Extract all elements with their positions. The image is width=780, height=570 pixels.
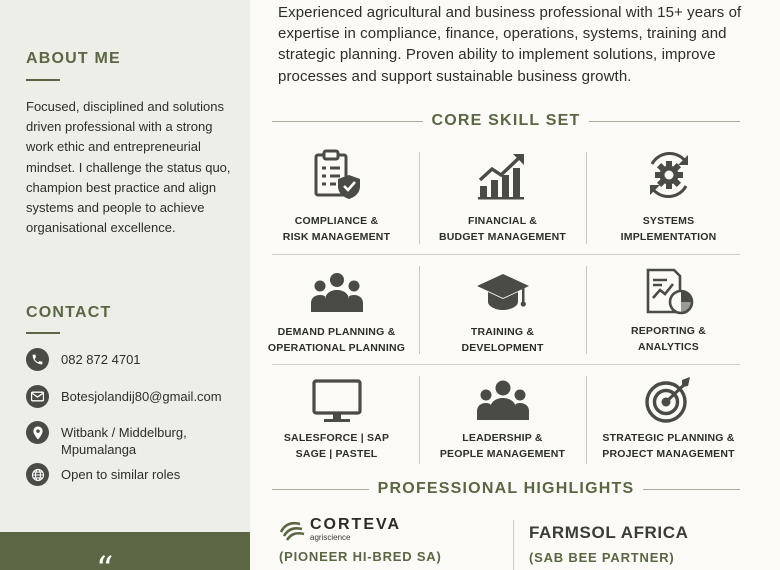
- contact-phone[interactable]: [26, 348, 141, 371]
- company-sub: (PIONEER HI-BRED SA): [279, 549, 442, 564]
- location-pin-icon: [26, 421, 49, 444]
- skill-label: DEMAND PLANNING &: [277, 326, 396, 338]
- contact-location: [26, 421, 187, 458]
- grid-divider: [272, 364, 740, 365]
- company-farmsol: [529, 523, 689, 565]
- email-address: Botesjolandij80@gmail.com: [61, 389, 222, 404]
- corteva-logo-icon: [279, 521, 305, 543]
- company-divider: [513, 520, 514, 570]
- graduation-cap-icon: [475, 270, 531, 314]
- sidebar: [0, 0, 250, 570]
- clipboard-shield-icon: [311, 148, 363, 202]
- skill-leadership: [420, 378, 585, 462]
- skill-training: [420, 270, 585, 356]
- gear-cycle-icon: [642, 148, 696, 202]
- core-skills-heading: [272, 112, 740, 130]
- company-sub: (SAB BEE PARTNER): [529, 550, 675, 565]
- skill-label: OPERATIONAL PLANNING: [267, 342, 406, 354]
- about-me-underline: [26, 79, 60, 81]
- contact-heading: CONTACT: [26, 304, 112, 321]
- contact-underline: [26, 332, 60, 334]
- skill-label: LEADERSHIP &: [462, 432, 543, 444]
- skill-label: REPORTING &: [630, 325, 707, 337]
- skill-strategic-planning: [586, 376, 751, 462]
- skill-compliance: [254, 148, 419, 245]
- skill-label: TRAINING &: [470, 326, 535, 338]
- skill-label: PROJECT MANAGEMENT: [602, 448, 735, 460]
- skill-label: SALESFORCE | SAP: [283, 432, 390, 444]
- phone-icon: [26, 348, 49, 371]
- skill-label: BUDGET MANAGEMENT: [438, 231, 567, 243]
- profile-summary: Experienced agricultural and business professional with 15+ years of expertise in compliance, finance, operations, systems, training and strategic planning. Proven ability to implement solutions, improve processes and support sustainable business growth.: [278, 4, 742, 85]
- group-icon: [310, 270, 364, 314]
- highlights-heading: [272, 480, 740, 498]
- availability-text: Open to similar roles: [61, 467, 181, 482]
- globe-icon: [26, 463, 49, 486]
- skill-label: IMPLEMENTATION: [620, 231, 717, 243]
- skill-label: STRATEGIC PLANNING &: [602, 432, 735, 444]
- company-name: FARMSOL AFRICA: [529, 523, 689, 542]
- skill-label: DEVELOPMENT: [461, 342, 544, 354]
- company-corteva: [279, 516, 442, 564]
- team-icon: [476, 378, 530, 422]
- skill-label: SYSTEMS: [642, 215, 695, 227]
- about-me-heading: ABOUT ME: [26, 50, 121, 67]
- growth-chart-icon: [476, 148, 530, 202]
- contact-availability: [26, 463, 180, 486]
- corteva-wordmark-sub: agriscience: [310, 533, 351, 542]
- monitor-icon: [310, 378, 364, 424]
- skill-systems: [586, 148, 751, 245]
- highlights-title: PROFESSIONAL HIGHLIGHTS: [377, 480, 635, 497]
- sidebar-footer: [0, 532, 250, 570]
- about-me-text: Focused, disciplined and solutions driven professional with a strong work ethic and entrepreneurial mindset. I challenge the status quo, champion best practice and align systems and people to achieve organisational excellence.: [26, 99, 231, 236]
- skill-label: ANALYTICS: [638, 341, 699, 353]
- skill-label: SAGE | PASTEL: [295, 448, 378, 460]
- skill-label: PEOPLE MANAGEMENT: [439, 448, 566, 460]
- skill-reporting: [586, 268, 751, 355]
- contact-email[interactable]: [26, 385, 222, 408]
- skill-financial: [420, 148, 585, 245]
- quote-mark: “: [96, 549, 114, 570]
- corteva-wordmark: CORTEVA: [310, 516, 402, 533]
- skill-label: COMPLIANCE &: [294, 215, 379, 227]
- core-skills-title: CORE SKILL SET: [431, 112, 581, 129]
- location-text: Witbank / Middelburg, Mpumalanga: [61, 425, 187, 457]
- report-chart-icon: [644, 268, 694, 316]
- phone-number: 082 872 4701: [61, 352, 141, 367]
- target-icon: [644, 376, 694, 424]
- skill-label: RISK MANAGEMENT: [282, 231, 391, 243]
- skill-label: FINANCIAL &: [467, 215, 538, 227]
- skill-software: [254, 378, 419, 462]
- grid-divider: [272, 254, 740, 255]
- mail-icon: [26, 385, 49, 408]
- skill-demand-planning: [254, 270, 419, 356]
